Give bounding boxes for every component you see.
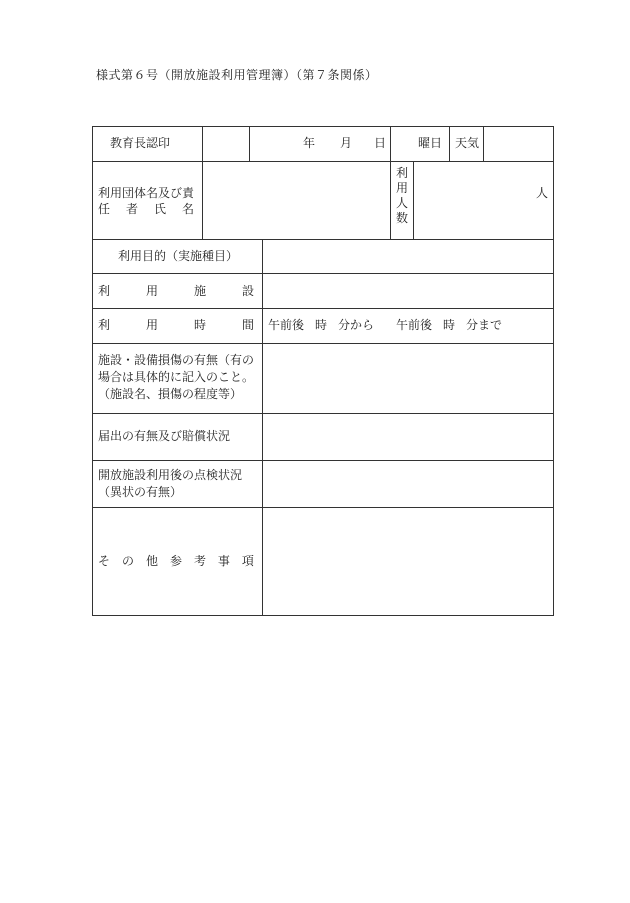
table-border-top <box>92 126 554 127</box>
date-month-label: 月 <box>340 136 353 150</box>
row-divider <box>92 343 554 344</box>
time-from-hour: 時 <box>315 318 328 332</box>
notification-compensation-label: 届出の有無及び賠償状況 <box>98 429 231 443</box>
date-day-label: 日 <box>374 136 387 150</box>
form-caption: 様式第６号（開放施設利用管理簿）（第７条関係） <box>96 68 378 82</box>
approval-stamp-label: 教育長認印 <box>110 136 171 150</box>
table-border-right <box>553 126 554 616</box>
time-from-minute: 分から <box>338 318 375 332</box>
date-year-label: 年 <box>303 136 316 150</box>
table-border-left <box>92 126 93 616</box>
row-divider <box>92 507 554 508</box>
damage-label: 施設・設備損傷の有無（有の場合は具体的に記入のこと。（施設名、損傷の程度等） <box>98 353 255 401</box>
time-to-ampm: 午前後 <box>396 318 433 332</box>
row-divider <box>92 413 554 414</box>
row-divider <box>92 273 554 274</box>
label-column-divider <box>262 239 263 616</box>
cell-divider <box>449 126 450 161</box>
group-representative-label-line2: 任 者 氏 名 <box>98 202 194 216</box>
row-divider <box>92 460 554 461</box>
row-divider <box>92 308 554 309</box>
purpose-label: 利用目的（実施種目） <box>118 249 239 263</box>
inspection-status-label: 開放施設利用後の点検状況（異状の有無） <box>98 468 243 499</box>
cell-divider <box>390 126 391 161</box>
user-count-label: 利 用 人 数 <box>395 166 408 225</box>
usage-time-label: 利 用 時 間 <box>98 318 254 332</box>
cell-divider <box>202 126 203 161</box>
cell-divider <box>202 161 203 239</box>
other-notes-label: そ の 他 参 考 事 項 <box>98 554 254 568</box>
facility-label: 利 用 施 設 <box>98 284 254 298</box>
cell-divider <box>390 161 391 239</box>
cell-divider <box>249 126 250 161</box>
table-border-bottom <box>92 615 554 616</box>
user-count-unit: 人 <box>536 186 549 200</box>
time-from-ampm: 午前後 <box>268 318 305 332</box>
management-register-table <box>92 126 554 616</box>
weather-label: 天気 <box>455 136 480 150</box>
group-representative-label-line1: 利用団体名及び責 <box>98 186 195 200</box>
cell-divider <box>413 161 414 239</box>
time-to-hour: 時 <box>443 318 456 332</box>
weekday-label: 曜日 <box>418 136 443 150</box>
row-divider <box>92 161 554 162</box>
time-to-minute: 分まで <box>466 318 503 332</box>
cell-divider <box>483 126 484 161</box>
row-divider <box>92 239 554 240</box>
